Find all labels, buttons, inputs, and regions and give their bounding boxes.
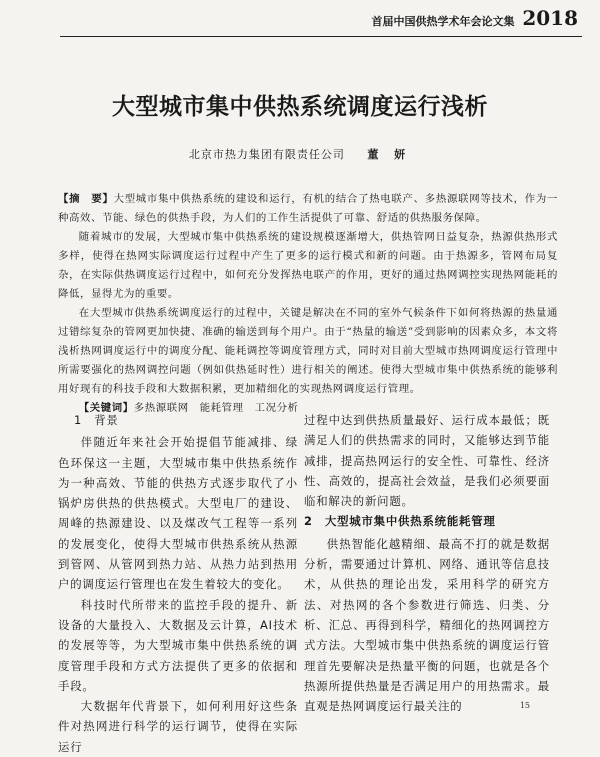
author-line [0,146,600,162]
left-column [58,410,298,757]
body-paragraph: 大数据年代背景下，如何利用好这些条件对热网进行科学的运行调节，使得在实际运行 [58,699,298,754]
section-heading: 2 大型城市集中供热系统能耗管理 [304,514,496,529]
body-paragraph-continued: 过程中达到供热质量最好、运行成本最低；既满足人们的供热需求的同时，又能够达到节能减排，提高热网运行的安全性、可靠性、经济性、高效的，提高社会效益，是我们必须要面临和解决的新问题。 [304,413,550,509]
page-number: 15 [519,701,530,710]
abstract-summary [58,190,558,228]
section-heading: 1 背景 [74,413,119,427]
proceedings-series: 首届中国供热学术年会论文集 [371,15,515,28]
affiliation: 北京市热力集团有限责任公司 [188,148,345,161]
abstract-text: 大型城市集中供热系统的建设和运行，有机的结合了热电联产、多热源联网等技术，作为一种高效、节能、绿色的供热手段，为人们的工作生活提供了可靠、舒适的供热服务保障。 [58,193,559,224]
abstract [58,190,558,418]
header-rule [60,36,582,37]
paper-title: 大型城市集中供热系统调度运行浅析 [112,94,488,120]
proceedings-year: 2018 [522,6,578,30]
abstract-paragraph: 随着城市的发展，大型城市集中供热系统的建设规模逐渐增大，供热管网日益复杂，热源供热形式多样，使得在热网实际调度运行过程中产生了更多的运行模式和新的问题。由于热源多，管网布局复杂，在实际供热调度运行过程中，如何充分发挥热电联产的作用，更好的通过热网调控实现热网能耗的降低，显得尤为的重要。 [58,231,558,300]
abstract-paragraph: 在大型城市供热系统调度运行的过程中，关键是解决在不同的室外气候条件下如何将热源的热量通过错综复杂的管网更加快捷、准确的输送到每个用户。由于“热量的输送”受到影响的因素众多，本文将浅析热网调度运行中的调度分配、能耗调控等调度管理方式，同时对目前大型城市热网调度运行管理中所需要强化的热网调控问题（例如供热延时性）进行相关的阐述。使得大型城市集中供热系统的能够利用好现有的科技手段和大数据积累，更加精细化的实现热网调度运行管理。 [58,307,558,395]
keywords-label: 【关键词】 [78,402,134,414]
abstract-label: 【摘 要】 [58,193,114,205]
author-name: 董 妍 [367,148,412,161]
body-paragraph: 科技时代所带来的监控手段的提升、新设备的大量投入、大数据及云计算，AI技术的发展等等，为大型城市集中供热系统的调度管理手段和方式方法提供了更多的依据和手段。 [58,597,298,693]
running-header [371,6,578,30]
right-column [304,410,550,716]
keywords: 多热源联网 能耗管理 工况分析 [133,402,299,414]
body-paragraph: 伴随近年来社会开始提倡节能减排、绿色环保这一主题，大型城市集中供热系统作为一种高效、节能的供热方式逐步取代了小锅炉房供热的供热模式。大型电厂的建设、周峰的热源建设、以及煤改气工程等一系列的发展变化，使得大型城市供热系统从热源到管网、从管网到热力站、从热力站到热用户的调度运行管理也在发生着较大的变化。 [58,435,298,592]
body-paragraph: 供热智能化越精细、最高不打的就是数据分析，需要通过计算机、网络、通讯等信息技术，从供热的理论出发，采用科学的研究方法、对热网的各个参数进行筛选、归类、分析、汇总、再得到科学，精细化的热网调控方式方法。大型城市集中供热系统的调度运行管理首先要解决是热量平衡的问题，也就是各个热源所提供热量是否满足用户的用热需求。最直观是热网调度运行最关注的 [304,536,550,714]
